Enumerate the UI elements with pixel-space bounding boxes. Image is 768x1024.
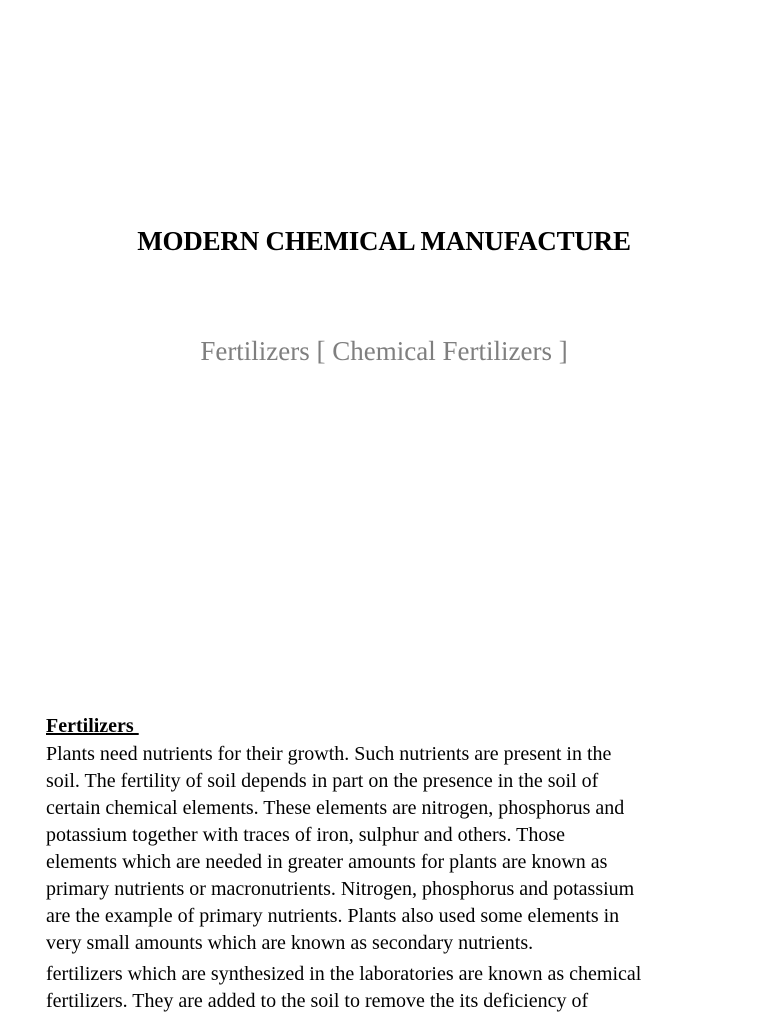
- paragraph-line: fertilizers which are synthesized in the laboratories are known as chemical: [46, 963, 642, 985]
- paragraph-line: primary nutrients or macronutrients. Nitrogen, phosphorus and potassium: [46, 878, 635, 900]
- paragraph-nutrients: [46, 741, 736, 957]
- document-subtitle: Fertilizers [ Chemical Fertilizers ]: [200, 336, 568, 366]
- fertilizers-section: [46, 713, 736, 1015]
- paragraph-line: fertilizers. They are added to the soil to remove the its deficiency of: [46, 990, 589, 1012]
- paragraph-line: very small amounts which are known as secondary nutrients.: [46, 932, 534, 954]
- paragraph-line: potassium together with traces of iron, sulphur and others. Those: [46, 824, 565, 846]
- paragraph-line: are the example of primary nutrients. Plants also used some elements in: [46, 905, 620, 927]
- paragraph-line: elements which are needed in greater amounts for plants are known as: [46, 851, 608, 873]
- paragraph-line: Plants need nutrients for their growth. Such nutrients are present in the: [46, 743, 612, 765]
- document-title: MODERN CHEMICAL MANUFACTURE: [137, 226, 631, 256]
- section-heading: Fertilizers: [46, 715, 139, 737]
- paragraph-line: soil. The fertility of soil depends in part on the presence in the soil of: [46, 770, 599, 792]
- paragraph-chemical-fertilizers: [46, 961, 736, 1015]
- paragraph-line: certain chemical elements. These elements are nitrogen, phosphorus and: [46, 797, 625, 819]
